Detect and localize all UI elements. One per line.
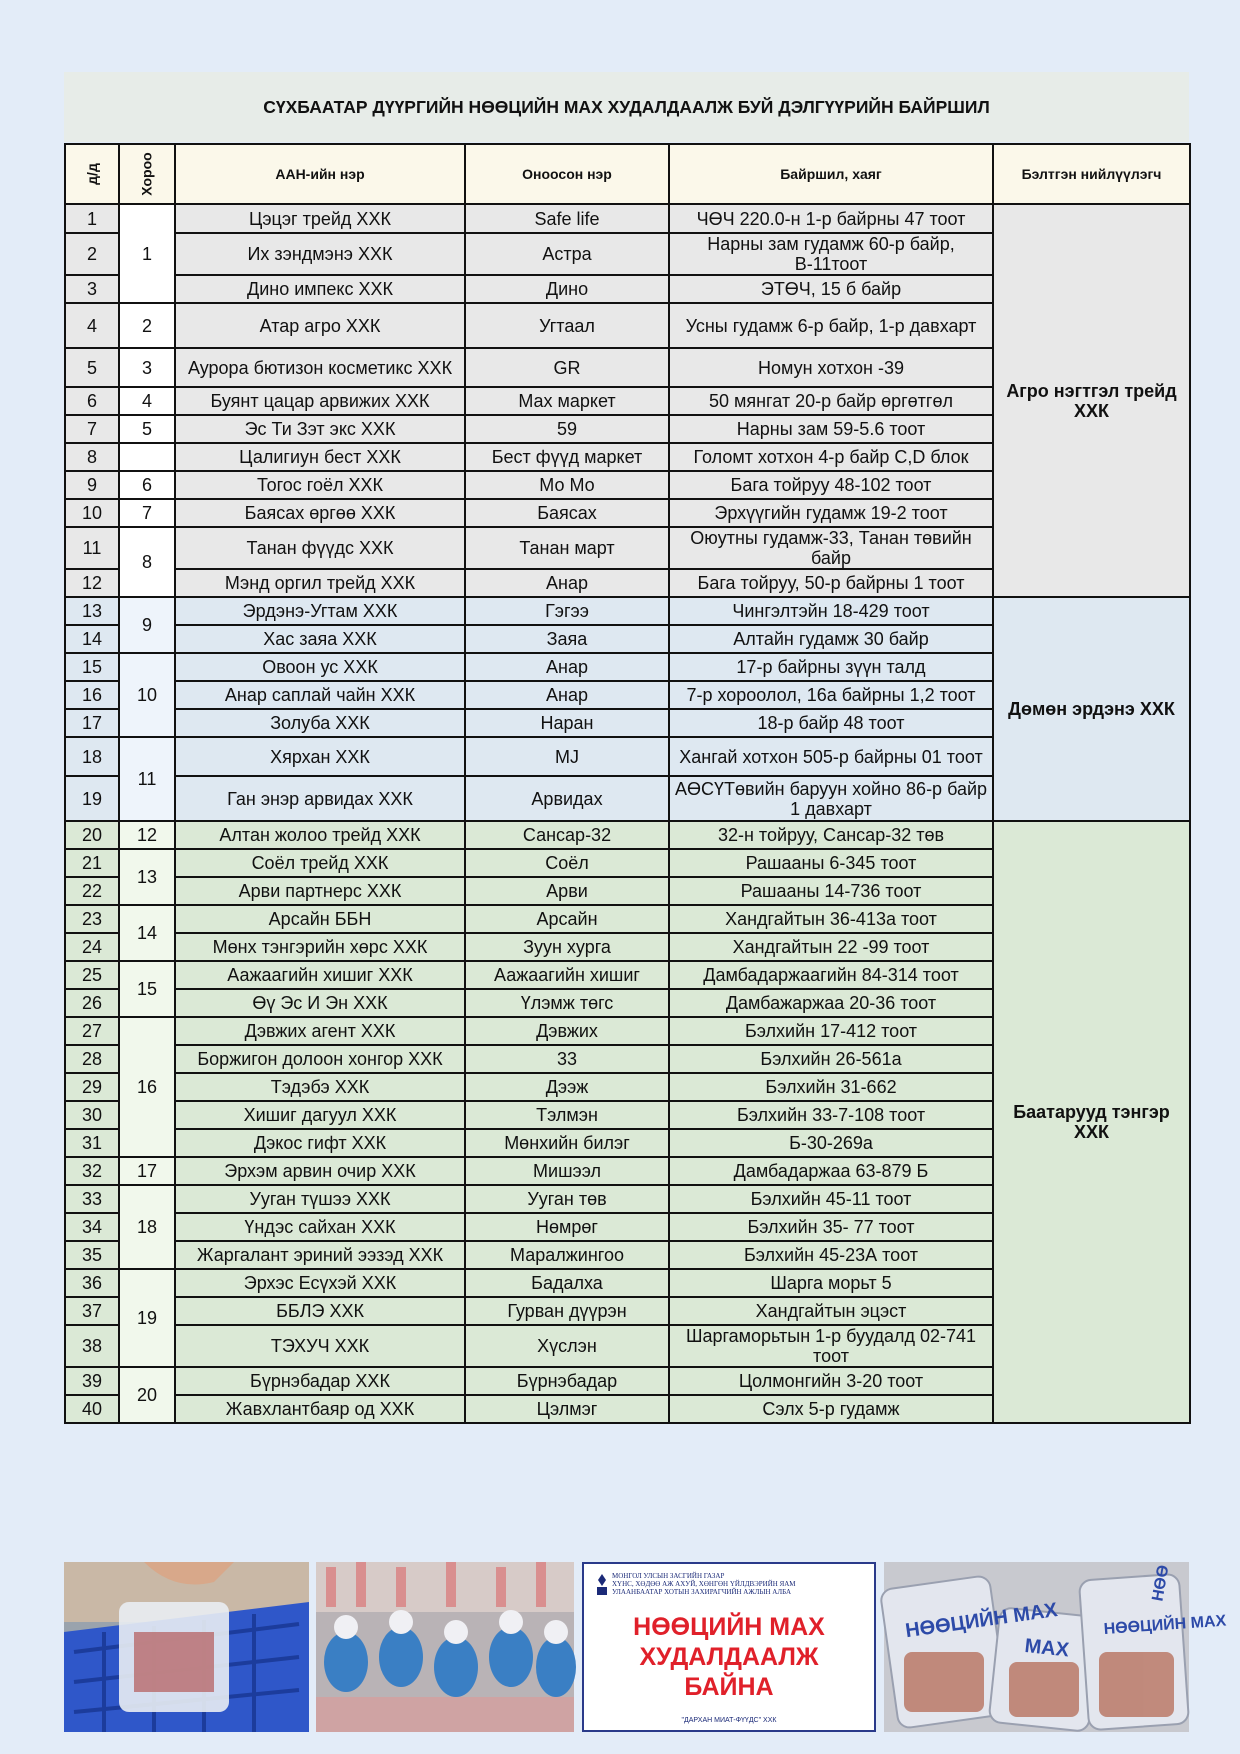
address: 32-н тойруу, Сансар-32 төв xyxy=(669,821,993,849)
address: Усны гудамж 6-р байр, 1-р давхарт xyxy=(669,303,993,348)
address: Дамбадаржаа 63-879 Б xyxy=(669,1157,993,1185)
address: Хандгайтын 36-413а тоот xyxy=(669,905,993,933)
row-number: 5 xyxy=(65,348,119,387)
header-brand: Оноосон нэр xyxy=(465,144,669,204)
basket-photo xyxy=(64,1562,309,1732)
brand-name: MJ xyxy=(465,737,669,776)
address: Сэлх 5-р гудамж xyxy=(669,1395,993,1423)
brand-name: Маралжингоо xyxy=(465,1241,669,1269)
header-company: ААН-ийн нэр xyxy=(175,144,465,204)
document-sheet xyxy=(64,72,1189,1424)
company-name: Соёл трейд ХХК xyxy=(175,849,465,877)
khoroo-cell: 13 xyxy=(119,849,175,905)
brand-name: Мөнхийн билэг xyxy=(465,1129,669,1157)
brand-name: Заяа xyxy=(465,625,669,653)
row-number: 27 xyxy=(65,1017,119,1045)
company-name: Дино импекс ХХК xyxy=(175,275,465,303)
company-name: ТЭХУЧ ХХК xyxy=(175,1325,465,1367)
company-name: Боржигон долоон хонгор ХХК xyxy=(175,1045,465,1073)
address: Нарны зам 59-5.6 тоот xyxy=(669,415,993,443)
row-number: 35 xyxy=(65,1241,119,1269)
company-name: Аурора бютизон косметикс ХХК xyxy=(175,348,465,387)
row-number: 10 xyxy=(65,499,119,527)
brand-name: Астра xyxy=(465,233,669,275)
khoroo-cell: 16 xyxy=(119,1017,175,1157)
company-name: Эрхэс Есүхэй ХХК xyxy=(175,1269,465,1297)
company-name: Тэдэбэ ХХК xyxy=(175,1073,465,1101)
company-name: ББЛЭ ХХК xyxy=(175,1297,465,1325)
company-name: Эрдэнэ-Угтам ХХК xyxy=(175,597,465,625)
row-number: 1 xyxy=(65,204,119,233)
khoroo-cell: 15 xyxy=(119,961,175,1017)
khoroo-cell: 1 xyxy=(119,204,175,303)
company-name: Мөнх тэнгэрийн хөрс ХХК xyxy=(175,933,465,961)
package-label: НӨӨ xyxy=(1149,1563,1173,1603)
row-number: 19 xyxy=(65,776,119,821)
company-name: Жавхлантбаяр од ХХК xyxy=(175,1395,465,1423)
address: Бэлхийн 45-23А тоот xyxy=(669,1241,993,1269)
poster-headline: НӨӨЦИЙН МАХ ХУДАЛДААЛЖ БАЙНА xyxy=(633,1613,825,1701)
khoroo-cell: 14 xyxy=(119,905,175,961)
package-label: НӨӨЦИЙН МАХ xyxy=(904,1599,1059,1643)
row-number: 26 xyxy=(65,989,119,1017)
address: 18-р байр 48 тоот xyxy=(669,709,993,737)
supplier-name: Баатарууд тэнгэр ХХК xyxy=(993,821,1190,1423)
table-header-row xyxy=(65,144,1190,204)
address: Бага тойруу, 50-р байрны 1 тоот xyxy=(669,569,993,597)
address: Алтайн гудамж 30 байр xyxy=(669,625,993,653)
brand-name: Танан март xyxy=(465,527,669,569)
brand-name: Сансар-32 xyxy=(465,821,669,849)
address: Эрхүүгийн гудамж 19-2 тоот xyxy=(669,499,993,527)
khoroo-cell: 8 xyxy=(119,527,175,597)
brand-name: Бест фүүд маркет xyxy=(465,443,669,471)
brand-name: Мо Мо xyxy=(465,471,669,499)
company-name: Эрхэм арвин очир ХХК xyxy=(175,1157,465,1185)
row-number: 37 xyxy=(65,1297,119,1325)
row-number: 33 xyxy=(65,1185,119,1213)
khoroo-cell: 18 xyxy=(119,1185,175,1269)
poster-org: МОНГОЛ УЛСЫН ЗАСГИЙН ГАЗАР ХҮНС, ХӨДӨӨ АЖ АХУЙ, ХӨНГӨН ҮЙЛДВЭРИЙН ЯАМ УЛААНБААТАР ХОТЫН ЗАХИРАГЧИЙН АЖЛЫН АЛБА xyxy=(612,1572,796,1596)
address: ЧӨЧ 220.0-н 1-р байрны 47 тоот xyxy=(669,204,993,233)
brand-name: Анар xyxy=(465,681,669,709)
brand-name: Соёл xyxy=(465,849,669,877)
brand-name: 33 xyxy=(465,1045,669,1073)
row-number: 40 xyxy=(65,1395,119,1423)
brand-name: Угтаал xyxy=(465,303,669,348)
brand-name: Дэвжих xyxy=(465,1017,669,1045)
row-number: 18 xyxy=(65,737,119,776)
address: 17-р байрны зүүн талд xyxy=(669,653,993,681)
row-number: 21 xyxy=(65,849,119,877)
table-body xyxy=(65,204,1190,1423)
header-khoroo: Хороо xyxy=(119,144,175,204)
row-number: 20 xyxy=(65,821,119,849)
company-name: Тогос гоёл ХХК xyxy=(175,471,465,499)
company-name: Аажаагийн хишиг ХХК xyxy=(175,961,465,989)
row-number: 30 xyxy=(65,1101,119,1129)
address: Рашааны 6-345 тоот xyxy=(669,849,993,877)
company-name: Их зэндмэнэ ХХК xyxy=(175,233,465,275)
poster xyxy=(582,1562,876,1732)
row-number: 12 xyxy=(65,569,119,597)
address: Дамбадаржаагийн 84-314 тоот xyxy=(669,961,993,989)
brand-name: Гэгээ xyxy=(465,597,669,625)
company-name: Жаргалант эриний ээзэд ХХК xyxy=(175,1241,465,1269)
header-supplier: Бэлтгэн нийлүүлэгч xyxy=(993,144,1190,204)
row-number: 25 xyxy=(65,961,119,989)
page-title: СҮХБААТАР ДҮҮРГИЙН НӨӨЦИЙН МАХ ХУДАЛДААЛЖ БУЙ ДЭЛГҮҮРИЙН БАЙРШИЛ xyxy=(64,72,1189,142)
company-name: Атар агро ХХК xyxy=(175,303,465,348)
khoroo-cell: 6 xyxy=(119,471,175,499)
company-name: Цэцэг трейд ХХК xyxy=(175,204,465,233)
address: Дамбажаржаа 20-36 тоот xyxy=(669,989,993,1017)
khoroo-cell: 19 xyxy=(119,1269,175,1367)
brand-name: Safe life xyxy=(465,204,669,233)
address: Бэлхийн 17-412 тоот xyxy=(669,1017,993,1045)
row-number: 23 xyxy=(65,905,119,933)
meat-packages-photo xyxy=(884,1562,1227,1732)
table-row xyxy=(65,597,1190,625)
brand-name: Тэлмэн xyxy=(465,1101,669,1129)
emblem-icon xyxy=(594,1574,610,1601)
row-number: 14 xyxy=(65,625,119,653)
company-name: Арви партнерс ХХК xyxy=(175,877,465,905)
address: Бэлхийн 35- 77 тоот xyxy=(669,1213,993,1241)
address: Бэлхийн 45-11 тоот xyxy=(669,1185,993,1213)
company-name: Цалигиун бест ХХК xyxy=(175,443,465,471)
brand-name: Арсайн xyxy=(465,905,669,933)
row-number: 7 xyxy=(65,415,119,443)
address: Рашааны 14-736 тоот xyxy=(669,877,993,905)
address: Хангай хотхон 505-р байрны 01 тоот xyxy=(669,737,993,776)
address: 50 мянгат 20-р байр өргөтгөл xyxy=(669,387,993,415)
row-number: 6 xyxy=(65,387,119,415)
company-name: Эс Ти Зэт экс ХХК xyxy=(175,415,465,443)
brand-name: Хүслэн xyxy=(465,1325,669,1367)
address: Номун хотхон -39 xyxy=(669,348,993,387)
khoroo-cell xyxy=(119,443,175,471)
company-name: Ган энэр арвидах ХХК xyxy=(175,776,465,821)
address: Бэлхийн 31-662 xyxy=(669,1073,993,1101)
brand-name: Зуун хурга xyxy=(465,933,669,961)
company-name: Үндэс сайхан ХХК xyxy=(175,1213,465,1241)
khoroo-cell: 20 xyxy=(119,1367,175,1423)
brand-name: Ууган төв xyxy=(465,1185,669,1213)
address: Хандгайтын эцэст xyxy=(669,1297,993,1325)
row-number: 29 xyxy=(65,1073,119,1101)
row-number: 36 xyxy=(65,1269,119,1297)
address: Нарны зам гудамж 60-р байр, В-11тоот xyxy=(669,233,993,275)
row-number: 15 xyxy=(65,653,119,681)
package-label: МАХ xyxy=(1023,1635,1071,1662)
address: Бага тойруу 48-102 тоот xyxy=(669,471,993,499)
address: Хандгайтын 22 -99 тоот xyxy=(669,933,993,961)
company-name: Хишиг дагуул ХХК xyxy=(175,1101,465,1129)
company-name: Танан фүүдс ХХК xyxy=(175,527,465,569)
package-label: НӨӨЦИЙН МАХ xyxy=(1103,1612,1227,1639)
row-number: 13 xyxy=(65,597,119,625)
address: Цолмонгийн 3-20 тоот xyxy=(669,1367,993,1395)
company-name: Анар саплай чайн ХХК xyxy=(175,681,465,709)
khoroo-cell: 3 xyxy=(119,348,175,387)
brand-name: Цэлмэг xyxy=(465,1395,669,1423)
brand-name: GR xyxy=(465,348,669,387)
address: ЭТӨЧ, 15 б байр xyxy=(669,275,993,303)
brand-name: Анар xyxy=(465,653,669,681)
brand-name: Арвидах xyxy=(465,776,669,821)
company-name: Дэкос гифт ХХК xyxy=(175,1129,465,1157)
table-row xyxy=(65,204,1190,233)
supplier-name: Дөмөн эрдэнэ ХХК xyxy=(993,597,1190,821)
company-name: Баясах өргөө ХХК xyxy=(175,499,465,527)
row-number: 17 xyxy=(65,709,119,737)
brand-name: Анар xyxy=(465,569,669,597)
row-number: 11 xyxy=(65,527,119,569)
brand-name: Аажаагийн хишиг xyxy=(465,961,669,989)
company-name: Өү Эс И Эн ХХК xyxy=(175,989,465,1017)
company-name: Золуба ХХК xyxy=(175,709,465,737)
khoroo-cell: 12 xyxy=(119,821,175,849)
brand-name: Мишээл xyxy=(465,1157,669,1185)
row-number: 31 xyxy=(65,1129,119,1157)
brand-name: Арви xyxy=(465,877,669,905)
company-name: Хярхан ХХК xyxy=(175,737,465,776)
brand-name: Дээж xyxy=(465,1073,669,1101)
address: Шарга морьт 5 xyxy=(669,1269,993,1297)
row-number: 22 xyxy=(65,877,119,905)
table-row xyxy=(65,821,1190,849)
row-number: 38 xyxy=(65,1325,119,1367)
factory-photo xyxy=(316,1562,574,1732)
row-number: 34 xyxy=(65,1213,119,1241)
brand-name: Бүрнэбадар xyxy=(465,1367,669,1395)
company-name: Хас заяа ХХК xyxy=(175,625,465,653)
company-name: Бүрнэбадар ХХК xyxy=(175,1367,465,1395)
row-number: 39 xyxy=(65,1367,119,1395)
poster-footer: "ДАРХАН МИАТ-ФҮҮДС" ХХК xyxy=(681,1717,777,1724)
row-number: 4 xyxy=(65,303,119,348)
supplier-name: Агро нэгтгэл трейд ХХК xyxy=(993,204,1190,597)
address: Голомт хотхон 4-р байр C,D блок xyxy=(669,443,993,471)
company-name: Мэнд оргил трейд ХХК xyxy=(175,569,465,597)
row-number: 3 xyxy=(65,275,119,303)
address: АӨСҮТөвийн баруун хойно 86-р байр 1 давхарт xyxy=(669,776,993,821)
company-name: Ууган түшээ ХХК xyxy=(175,1185,465,1213)
brand-name: Баясах xyxy=(465,499,669,527)
row-number: 8 xyxy=(65,443,119,471)
brand-name: Гурван дүүрэн xyxy=(465,1297,669,1325)
khoroo-cell: 2 xyxy=(119,303,175,348)
brand-name: Дино xyxy=(465,275,669,303)
khoroo-cell: 11 xyxy=(119,737,175,821)
brand-name: Нөмрөг xyxy=(465,1213,669,1241)
brand-name: Үлэмж төгс xyxy=(465,989,669,1017)
company-name: Алтан жолоо трейд ХХК xyxy=(175,821,465,849)
shop-table xyxy=(64,143,1191,1424)
row-number: 32 xyxy=(65,1157,119,1185)
company-name: Буянт цацар арвижих ХХК xyxy=(175,387,465,415)
address: Бэлхийн 33-7-108 тоот xyxy=(669,1101,993,1129)
company-name: Овоон ус ХХК xyxy=(175,653,465,681)
brand-name: Наран xyxy=(465,709,669,737)
company-name: Арсайн ББН xyxy=(175,905,465,933)
row-number: 2 xyxy=(65,233,119,275)
row-number: 16 xyxy=(65,681,119,709)
address: Б-30-269а xyxy=(669,1129,993,1157)
photo-strip xyxy=(64,1562,1227,1732)
khoroo-cell: 17 xyxy=(119,1157,175,1185)
company-name: Дэвжих агент ХХК xyxy=(175,1017,465,1045)
brand-name: Бадалха xyxy=(465,1269,669,1297)
address: Чингэлтэйн 18-429 тоот xyxy=(669,597,993,625)
khoroo-cell: 5 xyxy=(119,415,175,443)
address: Шаргаморьтын 1-р буудалд 02-741 тоот xyxy=(669,1325,993,1367)
khoroo-cell: 10 xyxy=(119,653,175,737)
row-number: 24 xyxy=(65,933,119,961)
khoroo-cell: 7 xyxy=(119,499,175,527)
khoroo-cell: 9 xyxy=(119,597,175,653)
khoroo-cell: 4 xyxy=(119,387,175,415)
address: Бэлхийн 26-561а xyxy=(669,1045,993,1073)
address: Оюутны гудамж-33, Танан төвийн байр xyxy=(669,527,993,569)
header-address: Байршил, хаяг xyxy=(669,144,993,204)
row-number: 9 xyxy=(65,471,119,499)
row-number: 28 xyxy=(65,1045,119,1073)
address: 7-р хороолол, 16а байрны 1,2 тоот xyxy=(669,681,993,709)
brand-name: 59 xyxy=(465,415,669,443)
brand-name: Мах маркет xyxy=(465,387,669,415)
header-num: д/д xyxy=(65,144,119,204)
